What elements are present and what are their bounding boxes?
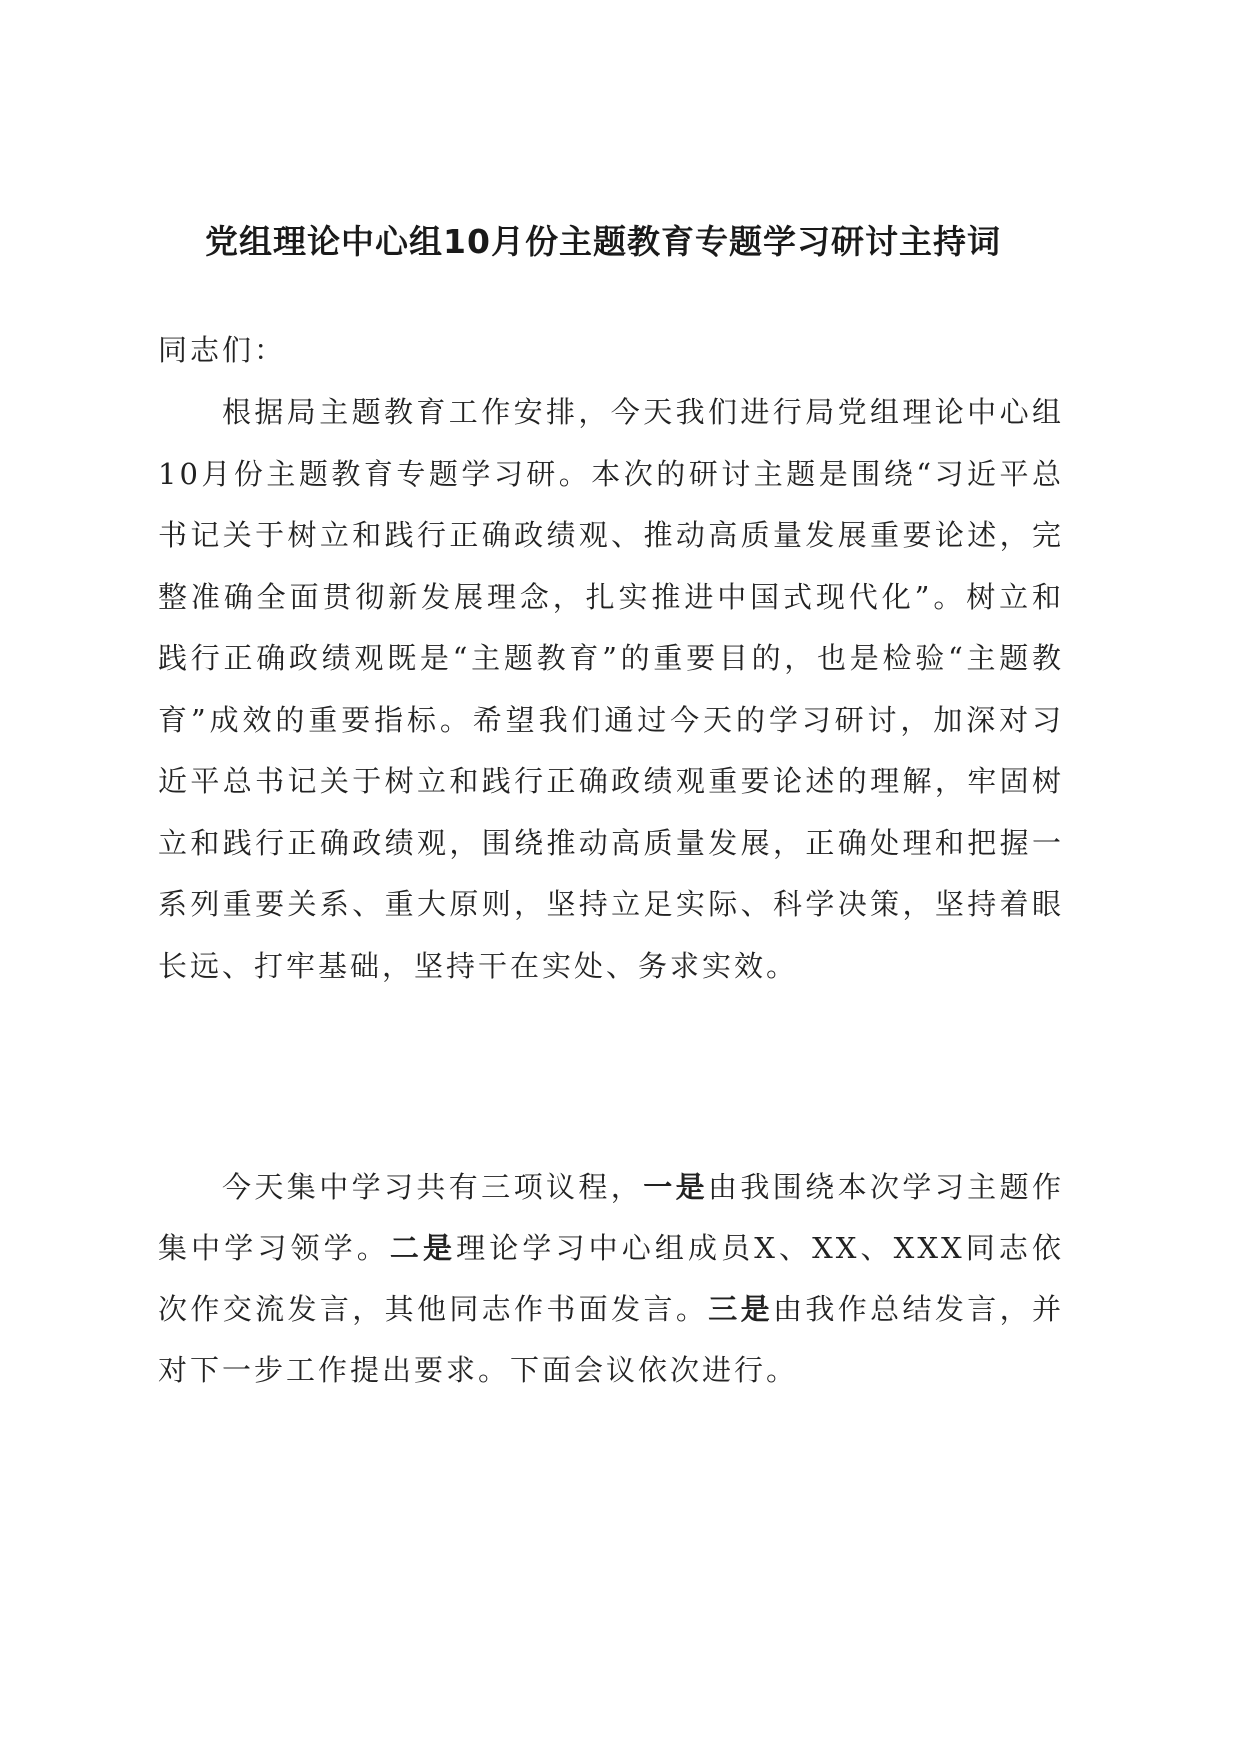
agenda-item-3-label: 三是 (708, 1292, 774, 1326)
salutation: 同志们： (158, 333, 287, 367)
paragraph-agenda (158, 1157, 1064, 1401)
agenda-intro: 今天集中学习共有三项议程， (222, 1170, 644, 1204)
agenda-item-1-label: 一是 (643, 1170, 708, 1204)
paragraph-topic: 根据局主题教育工作安排，今天我们进行局党组理论中心组10月份主题教育专题学习研。本次的研讨主题是围绕“习近平总书记关于树立和践行正确政绩观、推动高质量发展重要论述，完整准确全面贯彻新发展理念，扎实推进中国式现代化”。树立和践行正确政绩观既是“主题教育”的重要目的，也是检验“主题教育”成效的重要指标。希望我们通过今天的学习研讨，加深对习近平总书记关于树立和践行正确政绩观重要论述的理解，牢固树立和践行正确政绩观，围绕推动高质量发展，正确处理和把握一系列重要关系、重大原则，坚持立足实际、科学决策，坚持着眼长远、打牢基础，坚持干在实处、务求实效。 (158, 395, 1064, 983)
agenda-item-1-text: 由我围绕本次学习主题作集中学习领学。 (158, 1170, 1064, 1265)
agenda-item-3-text: 由我作总结发言，并对下一步工作提出要求。下面会议依次进行。 (158, 1292, 1064, 1387)
agenda-item-2-label: 二是 (389, 1231, 457, 1265)
agenda-item-2-text: 理论学习中心组成员X、XX、XXX同志依次作交流发言，其他同志作书面发言。 (158, 1231, 1064, 1326)
document-title: 党组理论中心组10月份主题教育专题学习研讨主持词 (205, 222, 1001, 261)
